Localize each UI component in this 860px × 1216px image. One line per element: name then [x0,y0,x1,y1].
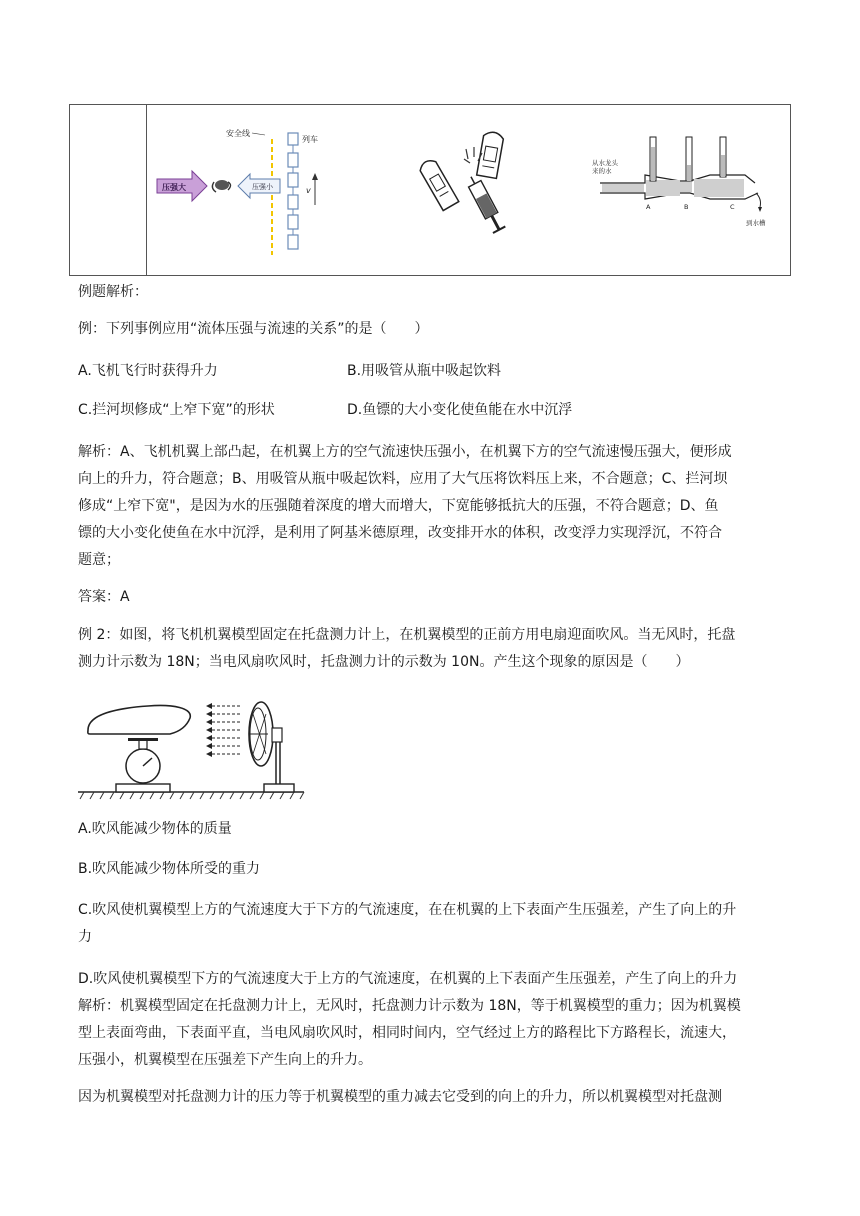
scale-icon [116,738,170,792]
example1-option-d: D.鱼镖的大小变化使鱼能在水中沉浮 [347,402,573,418]
example1-answer: 答案：A [78,589,130,605]
water-source-label-2: 来的水 [592,167,612,175]
example2-option-b: B.吹风能减少物体所受的重力 [78,861,261,877]
safety-line-label: 安全线 [226,129,250,138]
figure-table [69,104,791,276]
example1-question: 例：下列事例应用“流体压强与流速的关系”的是（ ） [78,321,429,337]
venturi-tube-figure [590,135,770,245]
syringe-icon [465,173,506,233]
train-platform-figure [152,125,352,255]
example2-question-line-1: 例 2：如图，将飞机机翼模型固定在托盘测力计上，在机翼模型的正前方用电扇迎面吹风。当无风时，托盘 [78,627,736,643]
point-a-label: A [646,203,651,211]
example1-analysis-line-5: 题意； [78,552,120,568]
example2-option-c-line-1: C.吹风使机翼模型上方的气流速度大于下方的气流速度，在在机翼的上下表面产生压强差，产生了向上的升 [78,902,737,918]
example2-last-line: 因为机翼模型对托盘测力计的压力等于机翼模型的重力减去它受到的向上的升力，所以机翼模型对托盘测 [78,1089,722,1105]
example1-option-c: C.拦河坝修成“上窄下宽”的形状 [78,402,275,418]
left-boat-icon [418,157,459,210]
example1-analysis-line-3: 修成“上窄下宽"，是因为水的压强随着深度的增大而增大，下宽能够抵抗大的压强，不符合题意；D、鱼 [78,498,719,514]
boats-figure [410,129,520,249]
example2-option-a: A.吹风能减少物体的质量 [78,821,232,837]
example1-option-b: B.用吸管从瓶中吸起饮料 [347,363,502,379]
example2-analysis-line-1: 解析：机翼模型固定在托盘测力计上，无风时，托盘测力计示数为 18N，等于机翼模型的重力；因为机翼模 [78,998,741,1014]
example2-option-c-line-2: 力 [78,929,92,945]
example1-analysis-line-1: 解析：A、飞机机翼上部凸起，在机翼上方的空气流速快压强小，在机翼下方的空气流速慢压强大，便形成 [78,444,732,460]
sink-label: 到水槽 [746,219,766,227]
section-title: 例题解析： [78,284,148,300]
example2-option-d: D.吹风使机翼模型下方的气流速度大于上方的气流速度，在机翼的上下表面产生压强差，产生了向上的升力 [78,971,738,987]
wing-model-icon [88,706,190,735]
table-column-divider [146,105,147,275]
low-pressure-label: 压强小 [252,183,273,191]
wing-fan-figure [78,700,306,800]
example2-analysis-line-3: 压强小，机翼模型在压强差下产生向上的升力。 [78,1052,372,1068]
water-source-label-1: 从水龙头 [592,159,618,167]
electric-fan-icon [249,702,294,792]
high-pressure-label: 压强大 [162,183,186,192]
point-c-label: C [730,203,735,211]
velocity-label: v [306,186,311,195]
example1-analysis-line-2: 向上的升力，符合题意；B、用吸管从瓶中吸起饮料，应用了大气压将饮料压上来，不合题意；C、拦河坝 [78,471,728,487]
point-b-label: B [684,203,689,211]
example2-analysis-line-2: 型上表面弯曲，下表面平直，当电风扇吹风时，相同时间内，空气经过上方的路程比下方路程长，流速大， [78,1025,736,1041]
example1-analysis-line-4: 镖的大小变化使鱼在水中沉浮，是利用了阿基米德原理，改变排开水的体积，改变浮力实现浮沉，不符合 [78,525,722,541]
example2-question-line-2: 测力计示数为 18N；当电风扇吹风时，托盘测力计的示数为 10N。产生这个现象的原因是（ ） [78,654,690,670]
example1-option-a: A.飞机飞行时获得升力 [78,363,218,379]
wind-arrows-icon [212,706,240,754]
train-label: 列车 [302,135,318,144]
